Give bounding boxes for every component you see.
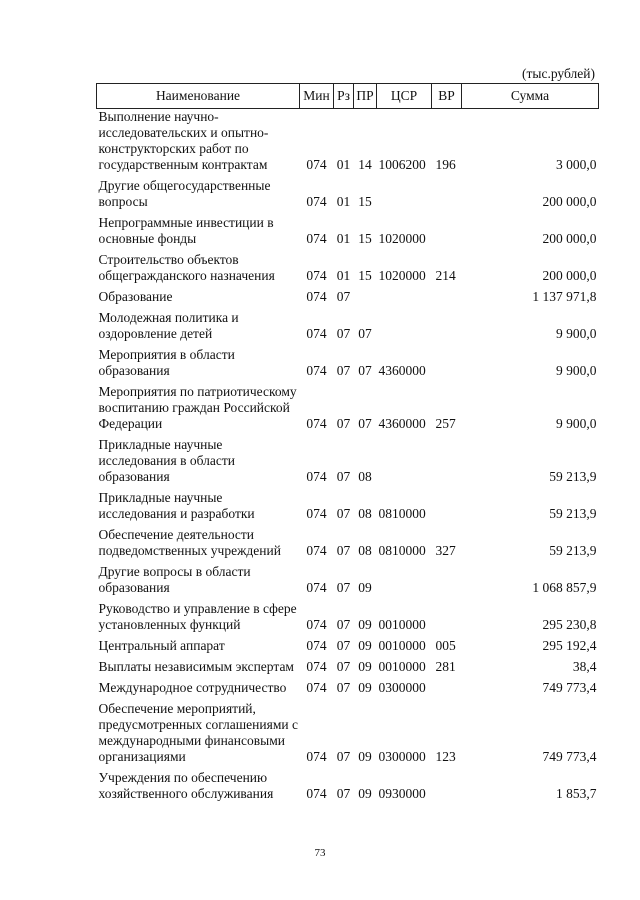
cell-name: Обеспечение мероприятий, предусмотренных соглашениями с международными финансовыми организациями <box>98 701 298 764</box>
cell-rz: 07 <box>336 786 351 801</box>
table-row <box>97 210 599 247</box>
cell-name: Прикладные научные исследования в области образования <box>98 437 235 484</box>
cell-vr <box>432 210 462 247</box>
cell-sum: 1 853,7 <box>556 786 597 801</box>
cell-csr <box>377 432 432 485</box>
cell-pr: 08 <box>358 543 372 558</box>
cell-pr: 09 <box>358 580 372 595</box>
cell-min: 074 <box>306 289 327 304</box>
cell-vr <box>432 596 462 633</box>
table-row <box>97 109 599 174</box>
cell-csr <box>377 559 432 596</box>
cell-csr: 0300000 <box>378 749 426 764</box>
cell-vr <box>432 173 462 210</box>
cell-pr: 09 <box>358 659 372 674</box>
cell-pr: 14 <box>358 157 372 172</box>
cell-rz: 07 <box>336 638 351 653</box>
cell-min: 074 <box>306 416 327 431</box>
cell-min: 074 <box>306 659 327 674</box>
cell-name: Строительство объектов общегражданского назначения <box>98 252 275 283</box>
cell-rz: 07 <box>336 617 351 632</box>
cell-min: 074 <box>306 268 327 283</box>
cell-min: 074 <box>306 617 327 632</box>
cell-rz: 07 <box>336 749 351 764</box>
cell-rz: 01 <box>336 194 351 209</box>
cell-csr: 1006200 <box>378 157 426 172</box>
table-row <box>97 173 599 210</box>
header-name: Наименование <box>97 84 300 109</box>
table-row <box>97 675 599 696</box>
cell-rz: 07 <box>336 326 351 341</box>
cell-csr: 1020000 <box>378 268 426 283</box>
cell-min: 074 <box>306 543 327 558</box>
cell-csr: 0810000 <box>378 506 426 521</box>
cell-vr: 281 <box>435 659 456 674</box>
cell-vr <box>432 432 462 485</box>
header-vr: ВР <box>432 84 462 109</box>
table-header-row <box>97 84 599 109</box>
cell-csr <box>377 305 432 342</box>
cell-pr: 07 <box>358 326 372 341</box>
cell-sum: 295 230,8 <box>542 617 597 632</box>
table-row <box>97 284 599 305</box>
cell-rz: 01 <box>336 157 351 172</box>
cell-name: Учреждения по обеспечению хозяйственного обслуживания <box>98 770 274 801</box>
cell-name: Прикладные научные исследования и разработки <box>98 490 255 521</box>
cell-name: Мероприятия по патриотическому воспитанию граждан Российской Федерации <box>98 384 297 431</box>
table-row <box>97 696 599 765</box>
cell-sum: 38,4 <box>572 659 597 674</box>
cell-csr: 4360000 <box>378 363 426 378</box>
cell-pr: 15 <box>358 231 372 246</box>
cell-sum: 9 900,0 <box>556 326 597 341</box>
cell-min: 074 <box>306 506 327 521</box>
table-row <box>97 342 599 379</box>
cell-sum: 200 000,0 <box>542 231 597 246</box>
page-number: 73 <box>314 847 326 859</box>
cell-sum: 749 773,4 <box>542 749 597 764</box>
cell-name: Центральный аппарат <box>98 638 225 653</box>
cell-vr: 196 <box>435 157 456 172</box>
cell-rz: 07 <box>336 363 351 378</box>
cell-pr: 09 <box>358 638 372 653</box>
cell-csr: 0010000 <box>378 617 426 632</box>
table-row <box>97 247 599 284</box>
header-csr: ЦСР <box>377 84 432 109</box>
cell-pr: 08 <box>358 469 372 484</box>
cell-rz: 07 <box>336 469 351 484</box>
budget-table <box>96 83 599 802</box>
cell-min: 074 <box>306 157 327 172</box>
cell-name: Руководство и управление в сфере установленных функций <box>98 601 297 632</box>
table-row <box>97 596 599 633</box>
cell-rz: 07 <box>336 680 351 695</box>
cell-vr <box>432 559 462 596</box>
cell-vr <box>432 342 462 379</box>
cell-vr: 257 <box>435 416 456 431</box>
cell-sum: 295 192,4 <box>542 638 597 653</box>
cell-min: 074 <box>306 194 327 209</box>
cell-sum: 1 068 857,9 <box>532 580 597 595</box>
header-pr: ПР <box>354 84 377 109</box>
cell-rz: 07 <box>336 416 351 431</box>
cell-csr: 0010000 <box>378 638 426 653</box>
cell-sum: 1 137 971,8 <box>532 289 597 304</box>
cell-min: 074 <box>306 469 327 484</box>
cell-csr <box>377 173 432 210</box>
cell-min: 074 <box>306 638 327 653</box>
cell-rz: 07 <box>336 506 351 521</box>
cell-vr <box>432 305 462 342</box>
cell-name: Непрограммные инвестиции в основные фонды <box>98 215 274 246</box>
cell-vr: 005 <box>435 638 456 653</box>
cell-min: 074 <box>306 680 327 695</box>
cell-min: 074 <box>306 786 327 801</box>
cell-min: 074 <box>306 363 327 378</box>
table-row <box>97 559 599 596</box>
header-min: Мин <box>300 84 334 109</box>
cell-rz: 01 <box>336 231 351 246</box>
table-row <box>97 485 599 522</box>
table-row <box>97 522 599 559</box>
cell-sum: 749 773,4 <box>542 680 597 695</box>
table-row <box>97 379 599 432</box>
cell-min: 074 <box>306 749 327 764</box>
cell-vr <box>432 765 462 802</box>
cell-pr: 09 <box>358 786 372 801</box>
table-row <box>97 432 599 485</box>
cell-sum: 3 000,0 <box>556 157 597 172</box>
cell-name: Образование <box>98 289 173 304</box>
cell-csr <box>377 284 432 305</box>
cell-sum: 59 213,9 <box>549 469 597 484</box>
cell-pr: 15 <box>358 194 372 209</box>
cell-vr: 214 <box>435 268 456 283</box>
table-row <box>97 305 599 342</box>
cell-name: Другие вопросы в области образования <box>98 564 251 595</box>
cell-name: Выплаты независимым экспертам <box>98 659 294 674</box>
table-row <box>97 765 599 802</box>
cell-vr <box>432 284 462 305</box>
cell-vr: 327 <box>435 543 456 558</box>
cell-sum: 9 900,0 <box>556 363 597 378</box>
cell-vr: 123 <box>435 749 456 764</box>
cell-pr: 15 <box>358 268 372 283</box>
table-row <box>97 654 599 675</box>
cell-sum: 59 213,9 <box>549 506 597 521</box>
cell-name: Мероприятия в области образования <box>98 347 235 378</box>
cell-vr <box>432 675 462 696</box>
cell-pr <box>354 284 377 305</box>
cell-name: Международное сотрудничество <box>98 680 287 695</box>
cell-min: 074 <box>306 326 327 341</box>
cell-pr: 09 <box>358 680 372 695</box>
cell-rz: 07 <box>336 580 351 595</box>
table-row <box>97 633 599 654</box>
cell-rz: 07 <box>336 543 351 558</box>
cell-csr: 0300000 <box>378 680 426 695</box>
cell-min: 074 <box>306 580 327 595</box>
cell-sum: 9 900,0 <box>556 416 597 431</box>
cell-rz: 07 <box>336 659 351 674</box>
cell-pr: 07 <box>358 416 372 431</box>
cell-sum: 200 000,0 <box>542 194 597 209</box>
cell-sum: 59 213,9 <box>549 543 597 558</box>
cell-sum: 200 000,0 <box>542 268 597 283</box>
cell-pr: 07 <box>358 363 372 378</box>
cell-pr: 09 <box>358 749 372 764</box>
cell-min: 074 <box>306 231 327 246</box>
units-note: (тыс.рублей) <box>522 66 595 81</box>
cell-pr: 09 <box>358 617 372 632</box>
cell-csr: 0930000 <box>378 786 426 801</box>
cell-rz: 01 <box>336 268 351 283</box>
cell-csr: 1020000 <box>378 231 426 246</box>
header-rz: Рз <box>334 84 354 109</box>
cell-name: Выполнение научно-исследовательских и опытно-конструкторских работ по государственным контрактам <box>98 109 269 172</box>
cell-name: Обеспечение деятельности подведомственных учреждений <box>98 527 281 558</box>
cell-csr: 4360000 <box>378 416 426 431</box>
cell-rz: 07 <box>336 289 351 304</box>
cell-name: Молодежная политика и оздоровление детей <box>98 310 239 341</box>
cell-pr: 08 <box>358 506 372 521</box>
cell-vr <box>432 485 462 522</box>
cell-csr: 0010000 <box>378 659 426 674</box>
cell-name: Другие общегосударственные вопросы <box>98 178 271 209</box>
header-sum: Сумма <box>462 84 599 109</box>
cell-csr: 0810000 <box>378 543 426 558</box>
